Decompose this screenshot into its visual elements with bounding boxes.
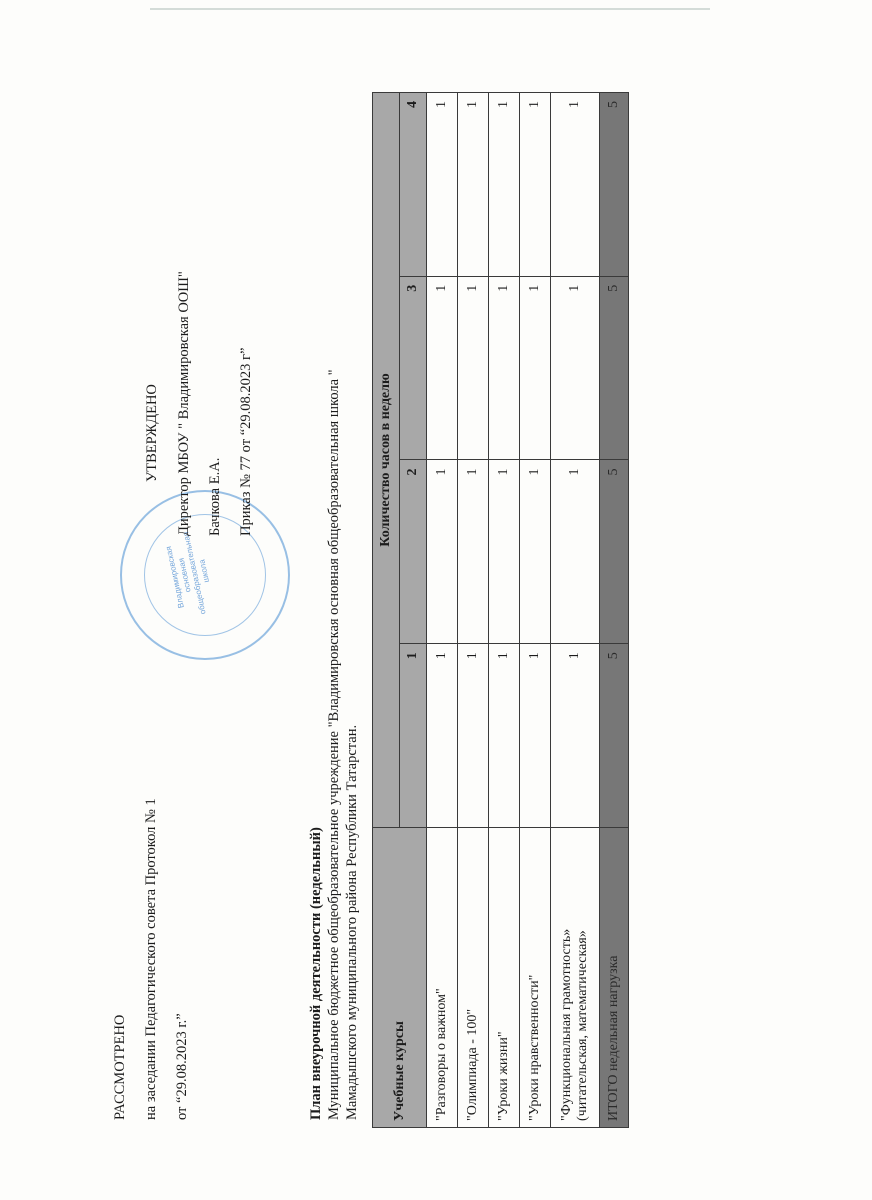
hours-cell: 1 bbox=[427, 644, 458, 828]
course-name: "Уроки нравственности" bbox=[520, 828, 551, 1128]
considered-date: от “29.08.2023 г.” bbox=[174, 1013, 190, 1120]
table-row bbox=[458, 93, 489, 1128]
total-cell: 5 bbox=[600, 276, 629, 460]
total-cell: 5 bbox=[600, 460, 629, 644]
table-row bbox=[427, 93, 458, 1128]
hours-cell: 1 bbox=[489, 276, 520, 460]
table-row bbox=[520, 93, 551, 1128]
hours-cell: 1 bbox=[427, 93, 458, 277]
hours-cell: 1 bbox=[520, 644, 551, 828]
hours-cell: 1 bbox=[458, 460, 489, 644]
course-name-line1: "Функциональная грамотность» bbox=[559, 928, 574, 1121]
approved-order: Приказ № 77 от “29.08.2023 г” bbox=[238, 347, 254, 536]
hours-cell: 1 bbox=[458, 93, 489, 277]
hours-cell: 1 bbox=[520, 460, 551, 644]
school-seal: Владимировская основная общеобразовательная школа bbox=[120, 490, 290, 660]
plan-district: Мамадышского муниципального района Республики Татарстан. bbox=[344, 724, 360, 1120]
considered-title: РАССМОТРЕНО bbox=[112, 1014, 128, 1120]
hours-cell: 1 bbox=[520, 93, 551, 277]
course-name: "Олимпиада - 100" bbox=[458, 828, 489, 1128]
grade-header: 2 bbox=[400, 460, 427, 644]
grade-header: 4 bbox=[400, 93, 427, 277]
approved-name: Бачкова Е.А. bbox=[207, 457, 223, 536]
hours-cell: 1 bbox=[489, 644, 520, 828]
approved-director: Директор МБОУ " Владимировская ООШ" bbox=[176, 271, 192, 536]
hours-cell: 1 bbox=[551, 276, 600, 460]
hours-table bbox=[372, 92, 629, 1128]
header-hours: Количество часов в неделю bbox=[373, 93, 400, 828]
plan-title: План внеурочной деятельности (недельный) bbox=[308, 827, 324, 1120]
header-courses: Учебные курсы bbox=[373, 828, 427, 1128]
considered-line: на заседании Педагогического совета Протокол № 1 bbox=[143, 798, 159, 1120]
total-cell: 5 bbox=[600, 644, 629, 828]
approved-title: УТВЕРЖДЕНО bbox=[144, 384, 160, 482]
table-row bbox=[489, 93, 520, 1128]
total-cell: 5 bbox=[600, 93, 629, 277]
hours-cell: 1 bbox=[458, 644, 489, 828]
hours-cell: 1 bbox=[489, 460, 520, 644]
hours-cell: 1 bbox=[520, 276, 551, 460]
hours-cell: 1 bbox=[427, 460, 458, 644]
hours-cell: 1 bbox=[427, 276, 458, 460]
hours-cell: 1 bbox=[489, 93, 520, 277]
course-name: "Уроки жизни" bbox=[489, 828, 520, 1128]
total-label: ИТОГО недельная нагрузка bbox=[600, 828, 629, 1128]
hours-cell: 1 bbox=[551, 644, 600, 828]
plan-school: Муниципальное бюджетное общеобразовательное учреждение "Владимировская основная общеобразовательная школа " bbox=[326, 369, 342, 1120]
grade-header: 3 bbox=[400, 276, 427, 460]
total-row bbox=[600, 93, 629, 1128]
hours-cell: 1 bbox=[551, 460, 600, 644]
course-name-line2: (читательская, математическая» bbox=[575, 930, 590, 1121]
hours-cell: 1 bbox=[458, 276, 489, 460]
course-name: "Разговоры о важном" bbox=[427, 828, 458, 1128]
table-row bbox=[551, 93, 600, 1128]
course-name bbox=[551, 828, 600, 1128]
hours-cell: 1 bbox=[551, 93, 600, 277]
grade-header: 1 bbox=[400, 644, 427, 828]
